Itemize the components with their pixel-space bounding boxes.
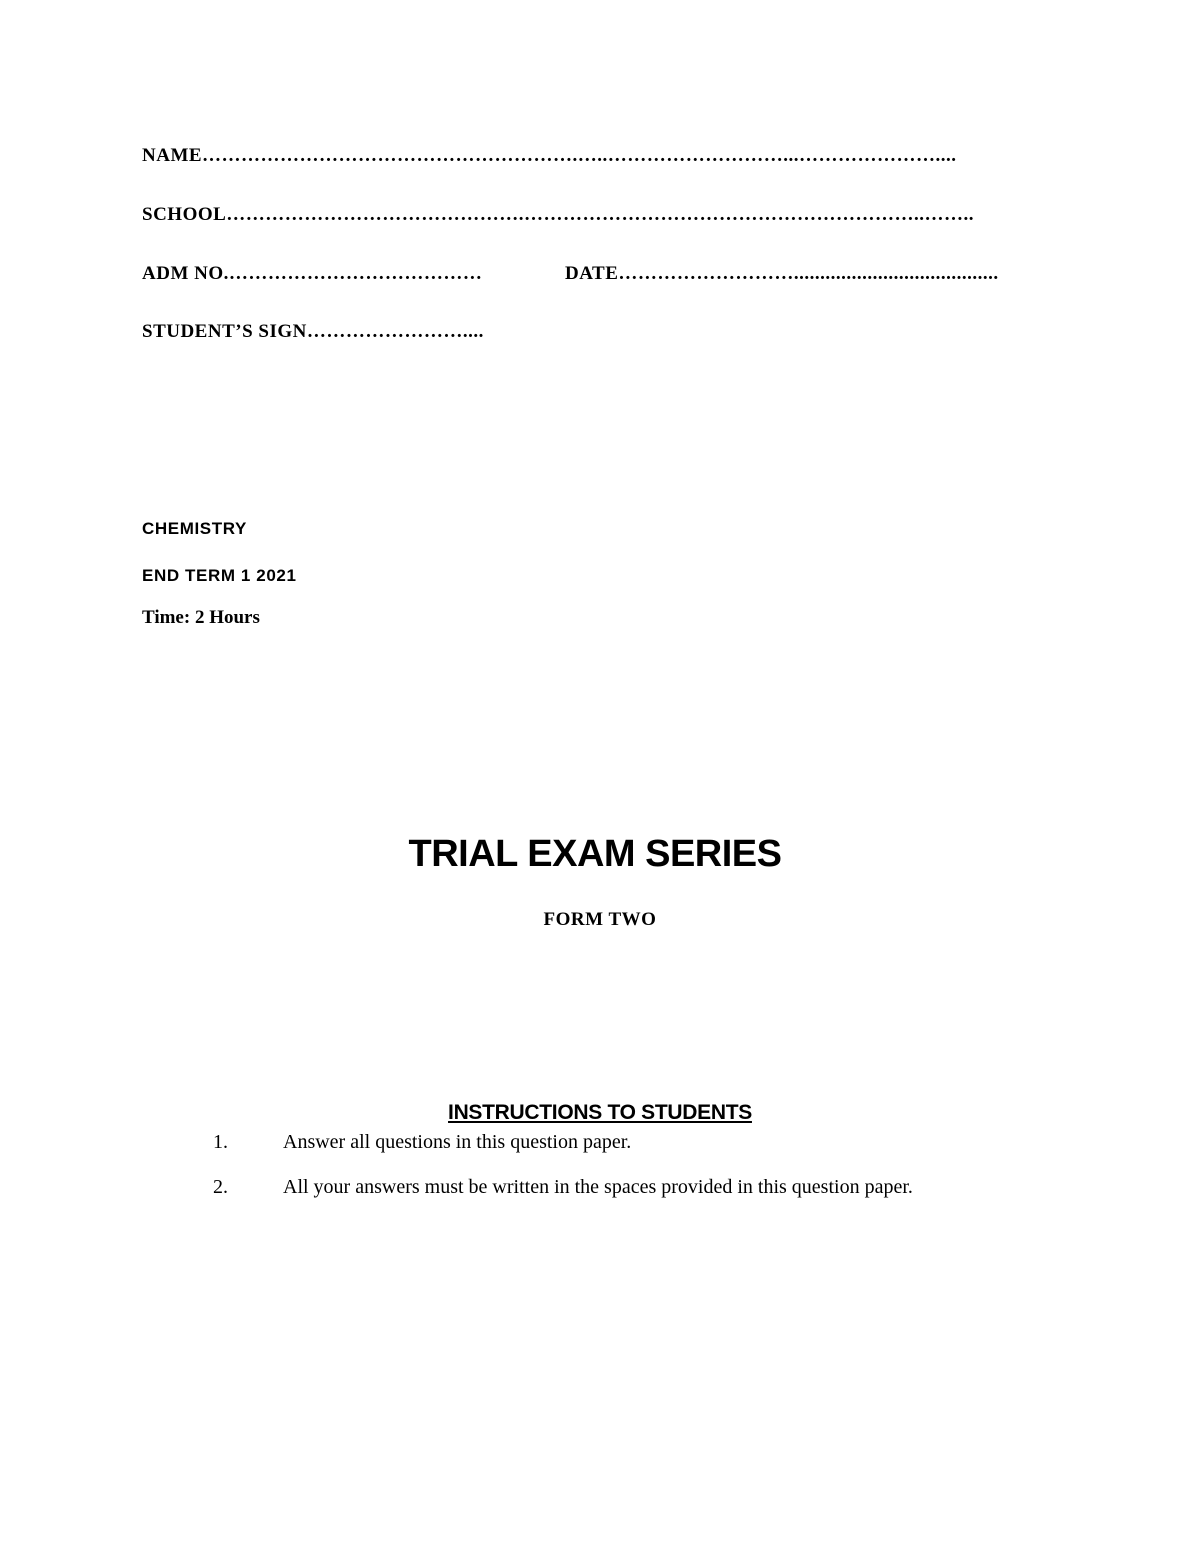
page-title: TRIAL EXAM SERIES: [408, 833, 782, 875]
adm-no-field: ADM NO.…………………………………: [142, 263, 483, 284]
time-label: Time: 2 Hours: [142, 607, 260, 628]
instruction-number: 2.: [213, 1176, 228, 1198]
subject-label: CHEMISTRY: [142, 519, 247, 538]
instruction-text: Answer all questions in this question paper.: [283, 1131, 632, 1153]
term-label: END TERM 1 2021: [142, 566, 297, 585]
name-field: NAME………………………………………………….…..………………………...…………………....: [142, 145, 957, 166]
date-field: DATE……………………….......................................: [565, 263, 999, 284]
student-sign-field: STUDENT’S SIGN……………………....: [142, 321, 484, 342]
form-label: FORM TWO: [543, 909, 657, 930]
instruction-text: All your answers must be written in the spaces provided in this question paper.: [283, 1176, 913, 1198]
instruction-number: 1.: [213, 1131, 228, 1153]
school-field: SCHOOL……………………………………….……………………………………………………..……..: [142, 204, 975, 225]
instructions-heading: INSTRUCTIONS TO STUDENTS: [448, 1101, 752, 1124]
